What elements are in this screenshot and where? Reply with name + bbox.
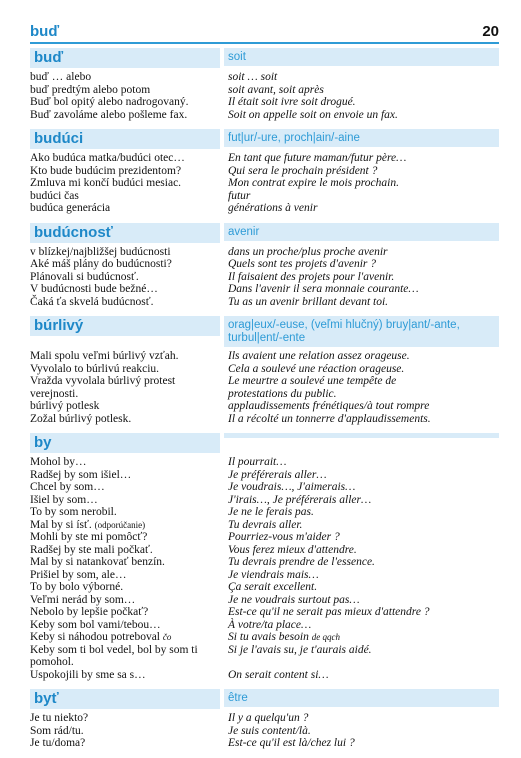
slovak-phrase: Mali spolu veľmi búrlivý vzťah. xyxy=(30,350,179,362)
example-row xyxy=(30,569,499,582)
example-row xyxy=(30,712,499,725)
entry-burlivy xyxy=(30,316,499,425)
slovak-phrase: v blízkej/najbližšej budúcnosti xyxy=(30,245,171,258)
slovak-phrase: buď … alebo xyxy=(30,71,92,83)
french-phrase: Je ne voudrais surtout pas… xyxy=(228,593,360,606)
example-row xyxy=(30,296,499,309)
slovak-phrase: budúca generácia xyxy=(30,202,111,214)
slovak-phrase: Aké máš plány do budúcnosti? xyxy=(30,258,172,270)
example-row xyxy=(30,109,499,122)
example-row xyxy=(30,656,499,669)
headword: budúci xyxy=(30,129,220,149)
french-phrase: Qui sera le prochain président ? xyxy=(228,164,378,177)
example-row xyxy=(30,631,499,644)
example-row xyxy=(30,375,499,388)
example-row xyxy=(30,271,499,284)
french-phrase: Il pourrait… xyxy=(228,456,287,468)
slovak-phrase: Radšej by ste mali počkať. xyxy=(30,543,153,556)
french-phrase: Quels sont tes projets d'avenir ? xyxy=(228,258,377,270)
entry-buducnost xyxy=(30,223,499,309)
running-head: buď xyxy=(30,23,60,40)
french-phrase xyxy=(224,656,499,669)
slovak-phrase: buď predtým alebo potom xyxy=(30,83,151,96)
example-row xyxy=(30,177,499,190)
french-phrase: Je suis content/là. xyxy=(228,724,311,737)
slovak-phrase: Mohli by ste mi pomôcť? xyxy=(30,531,148,543)
french-phrase: applaudissements frénétiques/à tout rompre xyxy=(228,400,430,412)
slovak-phrase: Je tu/doma? xyxy=(30,737,86,749)
slovak-phrase: pomohol. xyxy=(30,656,74,668)
french-phrase: Ils avaient une relation assez orageuse. xyxy=(228,350,410,362)
slovak-phrase: Som rád/tu. xyxy=(30,724,84,737)
headword-translation: soit xyxy=(224,48,499,66)
slovak-phrase: Je tu niekto? xyxy=(30,712,89,724)
entry-buduci xyxy=(30,129,499,215)
french-phrase: Je ne le ferais pas. xyxy=(228,506,314,518)
headword: byť xyxy=(30,689,220,709)
example-row xyxy=(30,400,499,413)
slovak-phrase: Prišiel by som, ale… xyxy=(30,568,127,581)
example-row xyxy=(30,494,499,507)
example-row xyxy=(30,190,499,203)
usage-note: čo xyxy=(162,632,172,642)
slovak-phrase: Nebolo by lepšie počkať? xyxy=(30,606,149,618)
headword-translation: être xyxy=(224,689,499,707)
headword: búrlivý xyxy=(30,316,220,336)
french-phrase: Dans l'avenir il sera monnaie courante… xyxy=(228,283,419,295)
headword-translation: fut|ur/-ure, proch|ain/-aine xyxy=(224,129,499,147)
headword-translation xyxy=(224,433,499,438)
french-phrase: futur xyxy=(228,189,251,202)
french-phrase: Est-ce qu'il est là/chez lui ? xyxy=(228,737,355,749)
page-header xyxy=(30,20,499,44)
usage-note: de qqch xyxy=(311,632,340,642)
slovak-phrase: verejnosti. xyxy=(30,387,79,400)
slovak-phrase: Zmluva mi končí budúci mesiac. xyxy=(30,177,182,189)
slovak-phrase: Chcel by som… xyxy=(30,481,105,493)
headword: by xyxy=(30,433,220,453)
slovak-phrase: Mal by si ísť. xyxy=(30,518,92,531)
example-row xyxy=(30,165,499,178)
french-phrase: générations à venir xyxy=(228,202,318,214)
entries xyxy=(30,48,499,758)
example-row xyxy=(30,363,499,376)
french-phrase: protestations du public. xyxy=(228,387,337,400)
french-phrase: Pourriez-vous m'aider ? xyxy=(228,531,340,543)
example-row xyxy=(30,481,499,494)
french-phrase: Il y a quelqu'un ? xyxy=(228,712,309,724)
slovak-phrase: To by bolo výborné. xyxy=(30,581,124,593)
entry-bud xyxy=(30,48,499,121)
usage-note: (odporúčanie) xyxy=(94,519,146,530)
french-phrase: Si je l'avais su, je t'aurais aidé. xyxy=(228,643,372,656)
example-row xyxy=(30,413,499,426)
french-phrase: Si tu avais besoin xyxy=(228,631,309,643)
headword-translation: orag|eux/-euse, (veľmi hlučný) bruy|ant/-ante, turbul|ent/-ente xyxy=(224,316,499,347)
french-phrase: Mon contrat expire le mois prochain. xyxy=(228,177,399,189)
french-phrase: À votre/ta place… xyxy=(228,618,312,631)
french-phrase: Il était soit ivre soit drogué. xyxy=(228,96,356,108)
example-row xyxy=(30,544,499,557)
slovak-phrase: Buď zavoláme alebo pošleme fax. xyxy=(30,108,188,121)
example-row xyxy=(30,594,499,607)
example-row xyxy=(30,644,499,657)
french-phrase: Soit on appelle soit on envoie un fax. xyxy=(228,108,398,121)
example-row xyxy=(30,581,499,594)
entry-byt xyxy=(30,689,499,750)
slovak-phrase: Vyvolalo to búrlivú reakciu. xyxy=(30,362,160,375)
entry-by xyxy=(30,433,499,681)
slovak-phrase: Veľmi nerád by som… xyxy=(30,593,136,606)
slovak-phrase: Keby som bol vami/tebou… xyxy=(30,618,161,631)
french-phrase: Tu as un avenir brillant devant toi. xyxy=(228,295,389,308)
example-row xyxy=(30,96,499,109)
slovak-phrase: Zožal búrlivý potlesk. xyxy=(30,412,132,425)
example-row xyxy=(30,531,499,544)
french-phrase: Je voudrais…, J'aimerais… xyxy=(228,481,356,493)
example-row xyxy=(30,737,499,750)
slovak-phrase: Radšej by som išiel… xyxy=(30,468,132,481)
headword: budúcnosť xyxy=(30,223,220,243)
example-row xyxy=(30,519,499,532)
example-row xyxy=(30,456,499,469)
example-row xyxy=(30,469,499,482)
slovak-phrase: Keby si náhodou potreboval xyxy=(30,631,160,643)
slovak-phrase: búrlivý potlesk xyxy=(30,400,100,412)
french-phrase: J'irais…, Je préférerais aller… xyxy=(228,493,372,506)
french-phrase: Ça serait excellent. xyxy=(228,581,318,593)
french-phrase: Il faisaient des projets pour l'avenir. xyxy=(228,270,395,283)
example-row xyxy=(30,619,499,632)
french-phrase: En tant que future maman/futur père… xyxy=(228,152,407,164)
example-row xyxy=(30,556,499,569)
french-phrase: soit avant, soit après xyxy=(228,83,324,96)
slovak-phrase: Kto bude budúcim prezidentom? xyxy=(30,164,182,177)
slovak-phrase: Buď bol opitý alebo nadrogovaný. xyxy=(30,96,189,108)
french-phrase: Est-ce qu'il ne serait pas mieux d'attendre ? xyxy=(228,606,430,618)
slovak-phrase: Čaká ťa skvelá budúcnosť. xyxy=(30,295,154,308)
slovak-phrase: V budúcnosti bude bežné… xyxy=(30,283,158,295)
example-row xyxy=(30,506,499,519)
french-phrase: Tu devrais aller. xyxy=(228,518,303,531)
example-row xyxy=(30,202,499,215)
slovak-phrase: Ako budúca matka/budúci otec… xyxy=(30,152,185,164)
headword-translation: avenir xyxy=(224,223,499,241)
example-row xyxy=(30,258,499,271)
slovak-phrase: Mohol by… xyxy=(30,456,87,468)
french-phrase: On serait content si… xyxy=(228,668,329,681)
french-phrase: dans un proche/plus proche avenir xyxy=(228,245,388,258)
example-row xyxy=(30,669,499,682)
french-phrase: Il a récolté un tonnerre d'applaudissements. xyxy=(228,412,431,425)
example-row xyxy=(30,246,499,259)
headword: buď xyxy=(30,48,220,68)
slovak-phrase: Plánovali si budúcnosť. xyxy=(30,270,139,283)
slovak-phrase: Mal by si natankovať benzín. xyxy=(30,556,165,568)
french-phrase: Je préférerais aller… xyxy=(228,468,327,481)
french-phrase: Je viendrais mais… xyxy=(228,568,319,581)
french-phrase: soit … soit xyxy=(228,71,278,83)
slovak-phrase: Uspokojili by sme sa s… xyxy=(30,668,146,681)
french-phrase: Le meurtre a soulevé une tempête de xyxy=(228,375,397,387)
example-row xyxy=(30,725,499,738)
example-row xyxy=(30,71,499,84)
example-row xyxy=(30,283,499,296)
page-number: 20 xyxy=(482,23,499,40)
example-row xyxy=(30,152,499,165)
french-phrase: Vous ferez mieux d'attendre. xyxy=(228,543,357,556)
example-row xyxy=(30,350,499,363)
slovak-phrase: To by som nerobil. xyxy=(30,506,117,518)
french-phrase: Cela a soulevé une réaction orageuse. xyxy=(228,362,405,375)
example-row xyxy=(30,84,499,97)
slovak-phrase: Išiel by som… xyxy=(30,493,98,506)
slovak-phrase: Vražda vyvolala búrlivý protest xyxy=(30,375,176,387)
slovak-phrase: Keby som ti bol vedel, bol by som ti xyxy=(30,643,198,656)
slovak-phrase: budúci čas xyxy=(30,189,79,202)
french-phrase: Tu devrais prendre de l'essence. xyxy=(228,556,375,568)
example-row xyxy=(30,606,499,619)
example-row xyxy=(30,388,499,401)
